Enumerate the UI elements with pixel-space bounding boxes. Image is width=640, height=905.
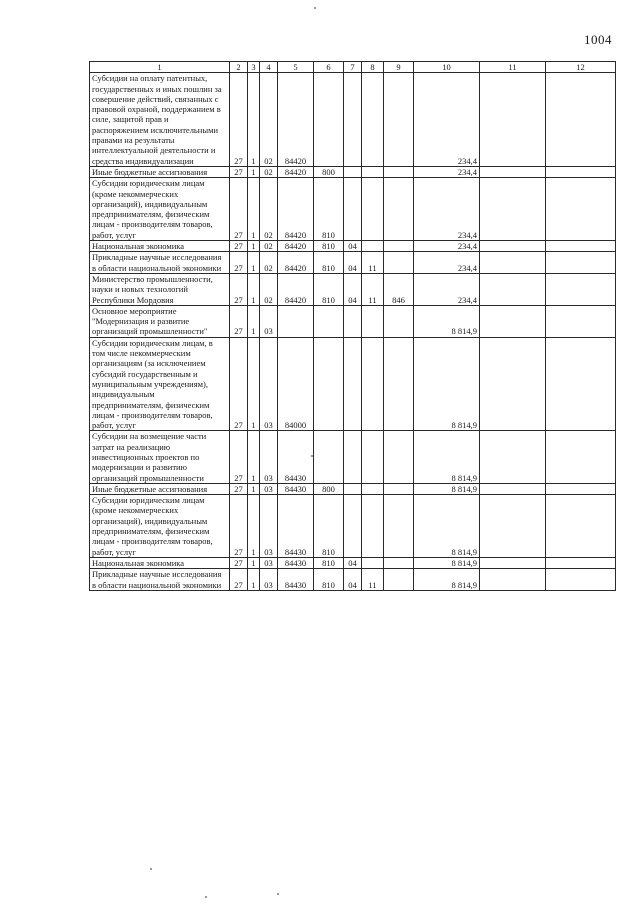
code-cell <box>362 73 384 167</box>
code-cell: 02 <box>260 178 278 241</box>
code-cell <box>384 569 414 591</box>
table-row <box>90 273 616 305</box>
item-name-cell: Субсидии на оплату патентных, государственных и иных пошлин за совершение действий, связанных с правовой охраной, поддержанием в силе, защитой прав и распоряжением исключительными правами на результаты интеллектуальной деятельности и средства индивидуализации <box>90 73 230 167</box>
code-cell <box>314 431 344 483</box>
amount-cell <box>546 495 616 558</box>
code-cell: 11 <box>362 252 384 274</box>
scan-speck <box>277 893 279 895</box>
code-cell: 810 <box>314 557 344 568</box>
table-row <box>90 495 616 558</box>
header-cell: 2 <box>230 62 248 73</box>
code-cell <box>384 252 414 274</box>
amount-cell: 234,4 <box>414 241 480 252</box>
code-cell <box>384 483 414 494</box>
code-cell <box>344 431 362 483</box>
amount-cell: 234,4 <box>414 178 480 241</box>
table-row <box>90 241 616 252</box>
amount-cell: 234,4 <box>414 273 480 305</box>
item-name-cell: Субсидии юридическим лицам (кроме некоммерческих организаций), индивидуальным предпринимателям, физическим лицам - производителям товаров, работ, услуг <box>90 495 230 558</box>
code-cell: 84420 <box>278 73 314 167</box>
amount-cell <box>546 241 616 252</box>
header-cell: 10 <box>414 62 480 73</box>
code-cell: 03 <box>260 495 278 558</box>
amount-cell <box>480 431 546 483</box>
code-cell: 84430 <box>278 569 314 591</box>
header-cell: 12 <box>546 62 616 73</box>
code-cell <box>362 166 384 177</box>
code-cell <box>362 305 384 337</box>
table-row <box>90 337 616 431</box>
item-name-cell: Основное мероприятие "Модернизация и развитие организаций промышленности" <box>90 305 230 337</box>
header-cell: 7 <box>344 62 362 73</box>
amount-cell <box>480 178 546 241</box>
code-cell: 04 <box>344 557 362 568</box>
amount-cell: 8 814,9 <box>414 569 480 591</box>
code-cell: 11 <box>362 569 384 591</box>
code-cell: 03 <box>260 431 278 483</box>
code-cell <box>384 337 414 431</box>
amount-cell: 8 814,9 <box>414 305 480 337</box>
scan-speck <box>311 455 313 457</box>
item-name-cell: Национальная экономика <box>90 241 230 252</box>
code-cell: 03 <box>260 337 278 431</box>
table-row <box>90 557 616 568</box>
table-row <box>90 483 616 494</box>
amount-cell: 8 814,9 <box>414 557 480 568</box>
code-cell <box>384 73 414 167</box>
amount-cell <box>480 569 546 591</box>
code-cell: 02 <box>260 273 278 305</box>
amount-cell: 8 814,9 <box>414 483 480 494</box>
amount-cell <box>546 273 616 305</box>
item-name-cell: Субсидии юридическим лицам, в том числе некоммерческим организациям (за исключением субсидий государственным и муниципальным учреждениям), индивидуальным предпринимателям, физическим лицам - производителям товаров, работ, услуг <box>90 337 230 431</box>
code-cell: 27 <box>230 178 248 241</box>
code-cell: 84430 <box>278 431 314 483</box>
code-cell: 03 <box>260 569 278 591</box>
header-cell: 6 <box>314 62 344 73</box>
table-row <box>90 178 616 241</box>
code-cell: 1 <box>248 252 260 274</box>
code-cell: 84420 <box>278 241 314 252</box>
code-cell: 04 <box>344 252 362 274</box>
code-cell: 810 <box>314 273 344 305</box>
code-cell <box>344 495 362 558</box>
table-body <box>90 73 616 591</box>
amount-cell <box>546 557 616 568</box>
amount-cell: 234,4 <box>414 73 480 167</box>
code-cell: 810 <box>314 241 344 252</box>
header-cell: 9 <box>384 62 414 73</box>
code-cell: 04 <box>344 273 362 305</box>
amount-cell <box>480 557 546 568</box>
code-cell: 02 <box>260 241 278 252</box>
amount-cell <box>480 483 546 494</box>
code-cell: 03 <box>260 305 278 337</box>
code-cell <box>344 73 362 167</box>
code-cell <box>362 241 384 252</box>
code-cell <box>384 166 414 177</box>
code-cell <box>362 557 384 568</box>
code-cell <box>362 495 384 558</box>
header-cell: 5 <box>278 62 314 73</box>
code-cell <box>344 178 362 241</box>
code-cell <box>314 73 344 167</box>
code-cell: 27 <box>230 431 248 483</box>
header-cell: 8 <box>362 62 384 73</box>
scan-speck <box>314 7 316 9</box>
code-cell: 84430 <box>278 495 314 558</box>
code-cell <box>384 305 414 337</box>
amount-cell <box>546 252 616 274</box>
amount-cell <box>546 73 616 167</box>
amount-cell <box>480 252 546 274</box>
code-cell <box>362 431 384 483</box>
code-cell <box>344 337 362 431</box>
code-cell <box>344 166 362 177</box>
code-cell: 1 <box>248 483 260 494</box>
code-cell: 1 <box>248 178 260 241</box>
code-cell: 1 <box>248 166 260 177</box>
code-cell: 27 <box>230 252 248 274</box>
amount-cell <box>546 166 616 177</box>
item-name-cell: Прикладные научные исследования в области национальной экономики <box>90 569 230 591</box>
amount-cell <box>480 73 546 167</box>
code-cell: 27 <box>230 73 248 167</box>
code-cell: 27 <box>230 166 248 177</box>
amount-cell: 8 814,9 <box>414 337 480 431</box>
code-cell <box>362 483 384 494</box>
item-name-cell: Национальная экономика <box>90 557 230 568</box>
code-cell <box>314 337 344 431</box>
item-name-cell: Субсидии на возмещение части затрат на реализацию инвестиционных проектов по модернизации и развитию организаций промышленности <box>90 431 230 483</box>
code-cell: 84430 <box>278 557 314 568</box>
amount-cell <box>546 178 616 241</box>
budget-table <box>89 61 616 591</box>
table-row <box>90 73 616 167</box>
code-cell <box>384 178 414 241</box>
code-cell: 1 <box>248 337 260 431</box>
code-cell: 84430 <box>278 483 314 494</box>
table-row <box>90 431 616 483</box>
item-name-cell: Министерство промышленности, науки и новых технологий Республики Мордовия <box>90 273 230 305</box>
code-cell: 27 <box>230 483 248 494</box>
code-cell: 1 <box>248 73 260 167</box>
code-cell: 27 <box>230 273 248 305</box>
code-cell: 1 <box>248 431 260 483</box>
header-row <box>90 62 616 73</box>
code-cell: 84420 <box>278 178 314 241</box>
code-cell <box>278 305 314 337</box>
amount-cell: 234,4 <box>414 252 480 274</box>
code-cell <box>344 483 362 494</box>
code-cell <box>384 241 414 252</box>
amount-cell <box>480 273 546 305</box>
code-cell: 846 <box>384 273 414 305</box>
code-cell <box>362 337 384 431</box>
scan-speck <box>150 868 152 870</box>
amount-cell <box>546 483 616 494</box>
item-name-cell: Субсидии юридическим лицам (кроме некоммерческих организаций), индивидуальным предпринимателям, физическим лицам - производителям товаров, работ, услуг <box>90 178 230 241</box>
code-cell: 11 <box>362 273 384 305</box>
code-cell: 84420 <box>278 273 314 305</box>
code-cell: 27 <box>230 305 248 337</box>
code-cell: 810 <box>314 495 344 558</box>
code-cell: 84420 <box>278 166 314 177</box>
code-cell: 03 <box>260 483 278 494</box>
header-cell: 4 <box>260 62 278 73</box>
code-cell: 03 <box>260 557 278 568</box>
amount-cell <box>546 431 616 483</box>
item-name-cell: Прикладные научные исследования в области национальной экономики <box>90 252 230 274</box>
code-cell: 02 <box>260 73 278 167</box>
amount-cell: 8 814,9 <box>414 431 480 483</box>
header-cell: 3 <box>248 62 260 73</box>
code-cell: 04 <box>344 241 362 252</box>
code-cell: 1 <box>248 569 260 591</box>
code-cell: 800 <box>314 483 344 494</box>
code-cell: 27 <box>230 495 248 558</box>
code-cell: 1 <box>248 495 260 558</box>
amount-cell <box>480 495 546 558</box>
amount-cell <box>480 305 546 337</box>
header-cell: 11 <box>480 62 546 73</box>
item-name-cell: Иные бюджетные ассигнования <box>90 166 230 177</box>
amount-cell <box>480 166 546 177</box>
page-number: 1004 <box>584 32 612 47</box>
amount-cell <box>546 305 616 337</box>
code-cell: 27 <box>230 241 248 252</box>
amount-cell <box>546 337 616 431</box>
code-cell: 1 <box>248 273 260 305</box>
code-cell: 800 <box>314 166 344 177</box>
code-cell: 810 <box>314 252 344 274</box>
amount-cell <box>480 241 546 252</box>
header-cell: 1 <box>90 62 230 73</box>
code-cell: 84000 <box>278 337 314 431</box>
code-cell <box>314 305 344 337</box>
code-cell: 02 <box>260 166 278 177</box>
code-cell <box>384 431 414 483</box>
code-cell <box>384 557 414 568</box>
code-cell <box>344 305 362 337</box>
code-cell: 1 <box>248 557 260 568</box>
table-row <box>90 252 616 274</box>
amount-cell: 234,4 <box>414 166 480 177</box>
code-cell: 02 <box>260 252 278 274</box>
code-cell: 1 <box>248 241 260 252</box>
code-cell: 27 <box>230 557 248 568</box>
amount-cell <box>546 569 616 591</box>
code-cell <box>384 495 414 558</box>
code-cell: 84420 <box>278 252 314 274</box>
code-cell: 1 <box>248 305 260 337</box>
table-row <box>90 569 616 591</box>
table-row <box>90 305 616 337</box>
amount-cell: 8 814,9 <box>414 495 480 558</box>
code-cell: 04 <box>344 569 362 591</box>
item-name-cell: Иные бюджетные ассигнования <box>90 483 230 494</box>
table-row <box>90 166 616 177</box>
code-cell: 810 <box>314 178 344 241</box>
amount-cell <box>480 337 546 431</box>
code-cell: 27 <box>230 569 248 591</box>
scan-speck <box>205 896 207 898</box>
code-cell: 27 <box>230 337 248 431</box>
code-cell <box>362 178 384 241</box>
code-cell: 810 <box>314 569 344 591</box>
